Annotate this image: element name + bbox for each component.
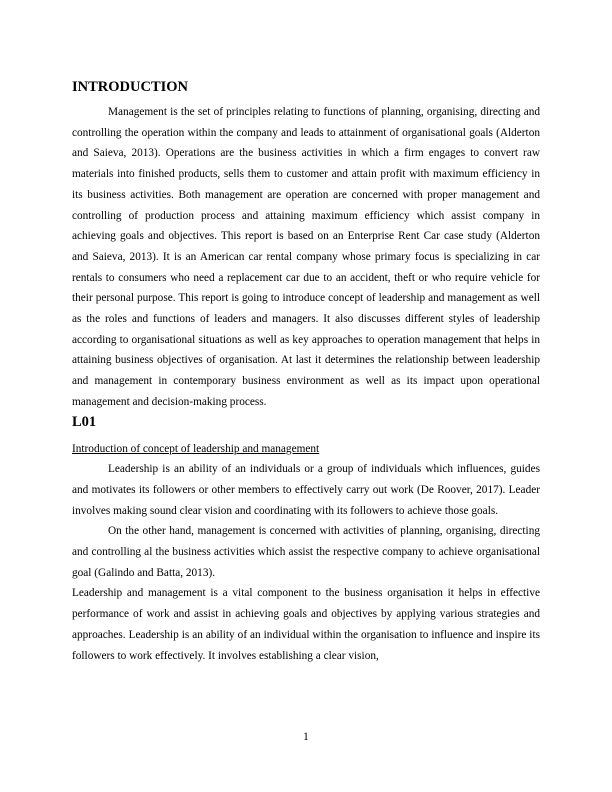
l01-heading: L01 xyxy=(72,413,97,430)
leadership-management-subheading: Introduction of concept of leadership and management xyxy=(72,442,320,455)
leadership-paragraph: Leadership is an ability of an individuals or a group of individuals which influences, guides and motivates its followers or other members to effectively carry out work (De Roover, 2017). Leader involves making sound clear vision and coordinating with its followers to achieve those goals. xyxy=(72,463,540,517)
component-paragraph: Leadership and management is a vital component to the business organisation it helps in effective performance of work and assist in achieving goals and objectives by applying various strategies and approaches. Leadership is an ability of an individual within the organisation to influence and inspire its followers to work effectively. It involves establishing a clear vision, xyxy=(72,587,540,662)
page-content xyxy=(72,78,540,666)
intro-paragraph: Management is the set of principles relating to functions of planning, organising, directing and controlling the operation within the company and leads to attainment of organisational goals (Alderton and Saieva, 2013). Operations are the business activities in which a firm engages to convert raw materials into finished products, sells them to customer and attain profit with maximum efficiency in its business activities. Both management are operation are concerned with proper management and controlling of production process and attaining maximum efficiency which assist company in achieving goals and objectives. This report is based on an Enterprise Rent Car case study (Alderton and Saieva, 2013). It is an American car rental company whose primary focus is specializing in car rentals to consumers who need a replacement car due to an accident, theft or who require vehicle for their personal purpose. This report is going to introduce concept of leadership and management as well as the roles and functions of leaders and managers. It also discusses different styles of leadership according to organisational situations as well as key approaches to operation management that helps in attaining business objectives of organisation. At last it determines the relationship between leadership and management in contemporary business environment as well as its impact upon operational management and decision-making process. xyxy=(72,106,540,408)
management-paragraph: On the other hand, management is concerned with activities of planning, organising, directing and controlling al the business activities which assist the respective company to achieve organisational goal (Galindo and Batta, 2013). xyxy=(72,525,540,579)
page-number: 1 xyxy=(303,731,309,743)
introduction-heading: INTRODUCTION xyxy=(72,79,189,95)
